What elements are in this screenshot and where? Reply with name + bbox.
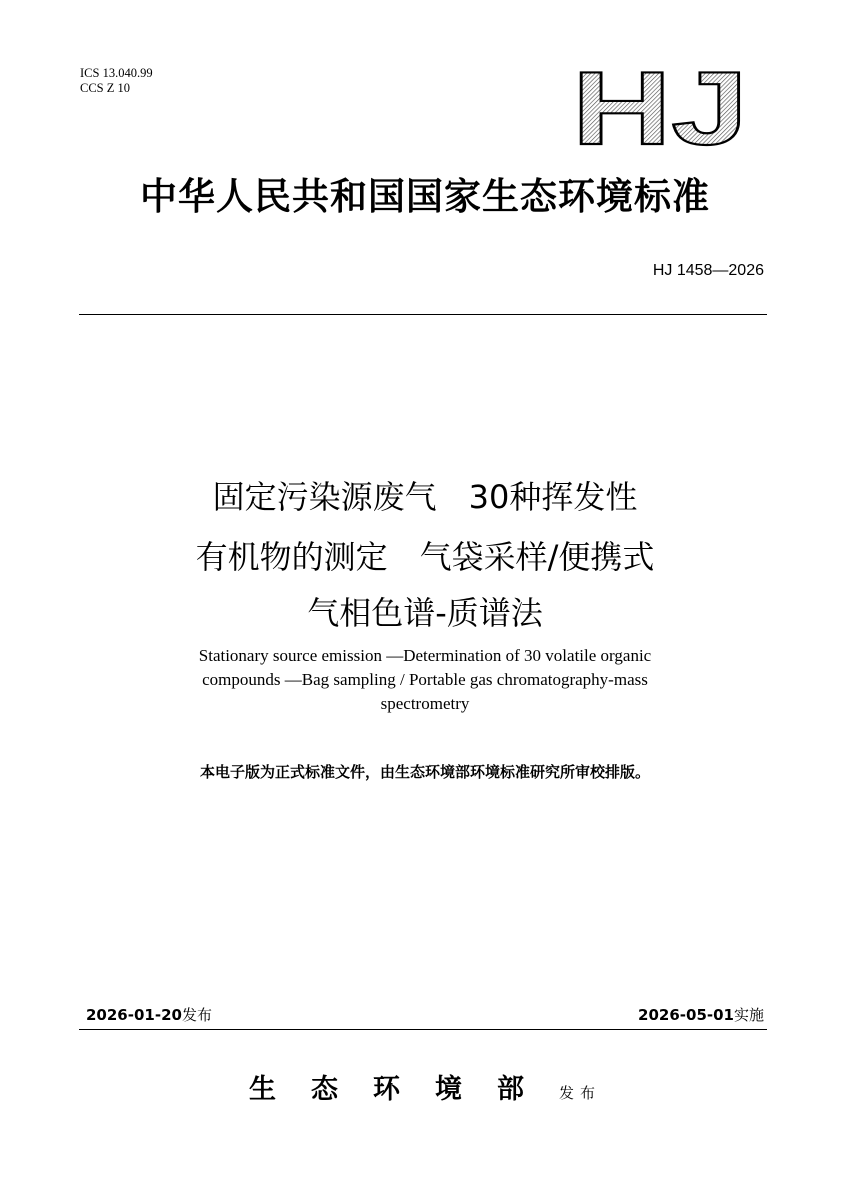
- issue-date: [86, 1004, 212, 1025]
- ics-code: ICS 13.040.99: [80, 66, 153, 80]
- title-cn-line2: 有机物的测定 气袋采样/便携式: [195, 538, 655, 576]
- issue-date-label: 发布: [181, 1006, 212, 1024]
- header-divider: [79, 314, 767, 315]
- publisher-suffix: 发布: [558, 1084, 601, 1102]
- implementation-date-label: 实施: [733, 1006, 764, 1024]
- publisher: [0, 1067, 850, 1106]
- implementation-date: [638, 1004, 764, 1025]
- title-en-line1: Stationary source emission —Determination of 30 volatile organic: [198, 646, 652, 665]
- title-en-line3: spectrometry: [380, 694, 470, 713]
- footer-divider: [79, 1029, 767, 1030]
- title-cn-line1: 固定污染源废气 30种挥发性: [212, 478, 638, 516]
- issue-date-value: 2026-01-20: [86, 1006, 182, 1024]
- standard-number: HJ 1458—2026: [652, 262, 764, 279]
- title-cn-line3: 气相色谱-质谱法: [307, 594, 543, 632]
- hj-logo: [572, 62, 750, 150]
- standard-series-title: 中华人民共和国国家生态环境标准: [140, 174, 710, 218]
- publisher-org: 生态环境部: [248, 1074, 559, 1105]
- classification-codes: [80, 66, 153, 96]
- ccs-code: CCS Z 10: [80, 81, 131, 95]
- title-en-line2: compounds —Bag sampling / Portable gas chromatography-mass: [202, 670, 648, 689]
- electronic-version-notice: 本电子版为正式标准文件，由生态环境部环境标准研究所审校排版。: [199, 763, 650, 781]
- logo-text: HJ: [572, 62, 748, 150]
- implementation-date-value: 2026-05-01: [638, 1006, 734, 1024]
